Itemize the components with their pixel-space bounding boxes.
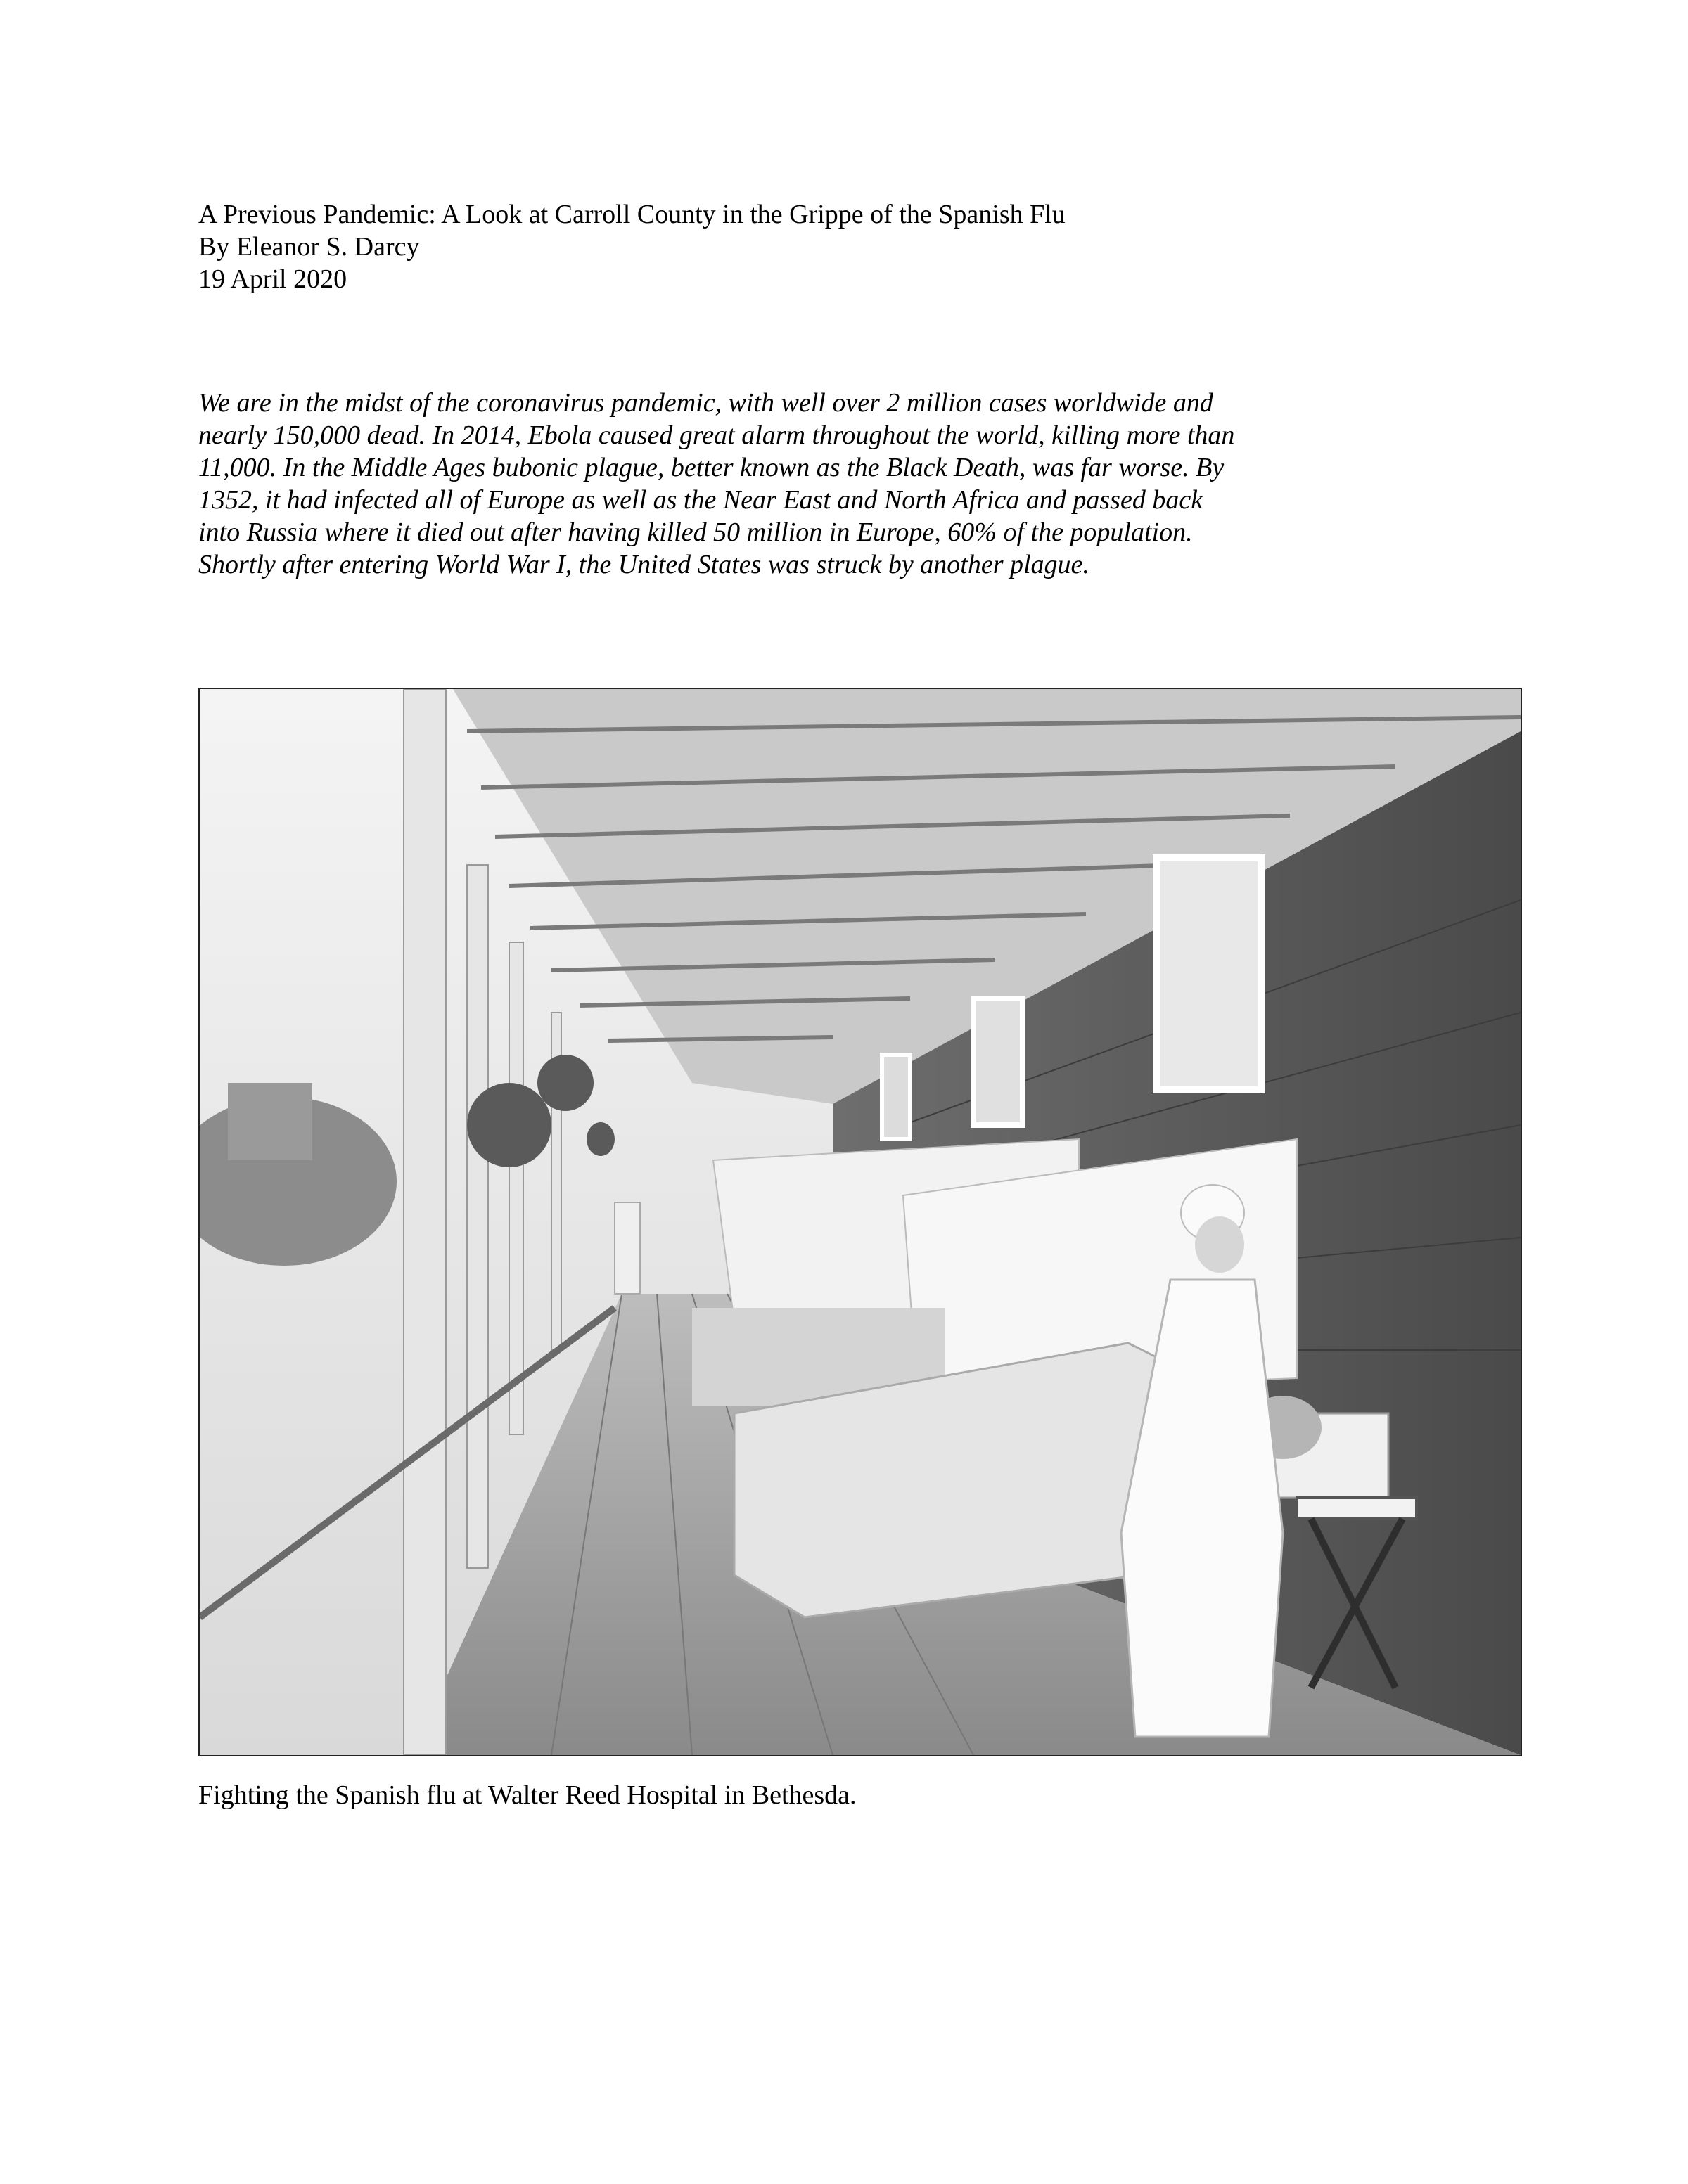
intro-line: 1352, it had infected all of Europe as well as the Near East and North Africa and passed back bbox=[198, 485, 1203, 515]
intro-line: 11,000. In the Middle Ages bubonic plague, better known as the Black Death, was far worse. By bbox=[198, 453, 1225, 482]
date: 19 April 2020 bbox=[198, 264, 347, 294]
nurse-face bbox=[1195, 1216, 1244, 1273]
article-title: A Previous Pandemic: A Look at Carroll County in the Grippe of the Spanish Flu bbox=[198, 200, 1066, 229]
intro-paragraph bbox=[198, 387, 1521, 581]
intro-line: into Russia where it died out after having killed 50 million in Europe, 60% of the population. bbox=[198, 518, 1193, 547]
window bbox=[1156, 858, 1262, 1090]
distant-house bbox=[228, 1083, 312, 1160]
intro-line: We are in the midst of the coronavirus pandemic, with well over 2 million cases worldwide and bbox=[198, 388, 1213, 418]
window bbox=[973, 998, 1023, 1125]
side-table bbox=[1297, 1498, 1417, 1519]
byline: By Eleanor S. Darcy bbox=[198, 232, 420, 262]
article-header bbox=[198, 198, 1535, 295]
window bbox=[882, 1055, 910, 1139]
intro-line: nearly 150,000 dead. In 2014, Ebola caused great alarm throughout the world, killing more than bbox=[198, 420, 1235, 450]
photo-illustration bbox=[200, 689, 1521, 1755]
photo-caption: Fighting the Spanish flu at Walter Reed Hospital in Bethesda. bbox=[198, 1780, 857, 1810]
intro-line: Shortly after entering World War I, the United States was struck by another plague. bbox=[198, 550, 1089, 579]
distant-nurse bbox=[615, 1202, 640, 1294]
hospital-porch-photo bbox=[198, 688, 1522, 1756]
